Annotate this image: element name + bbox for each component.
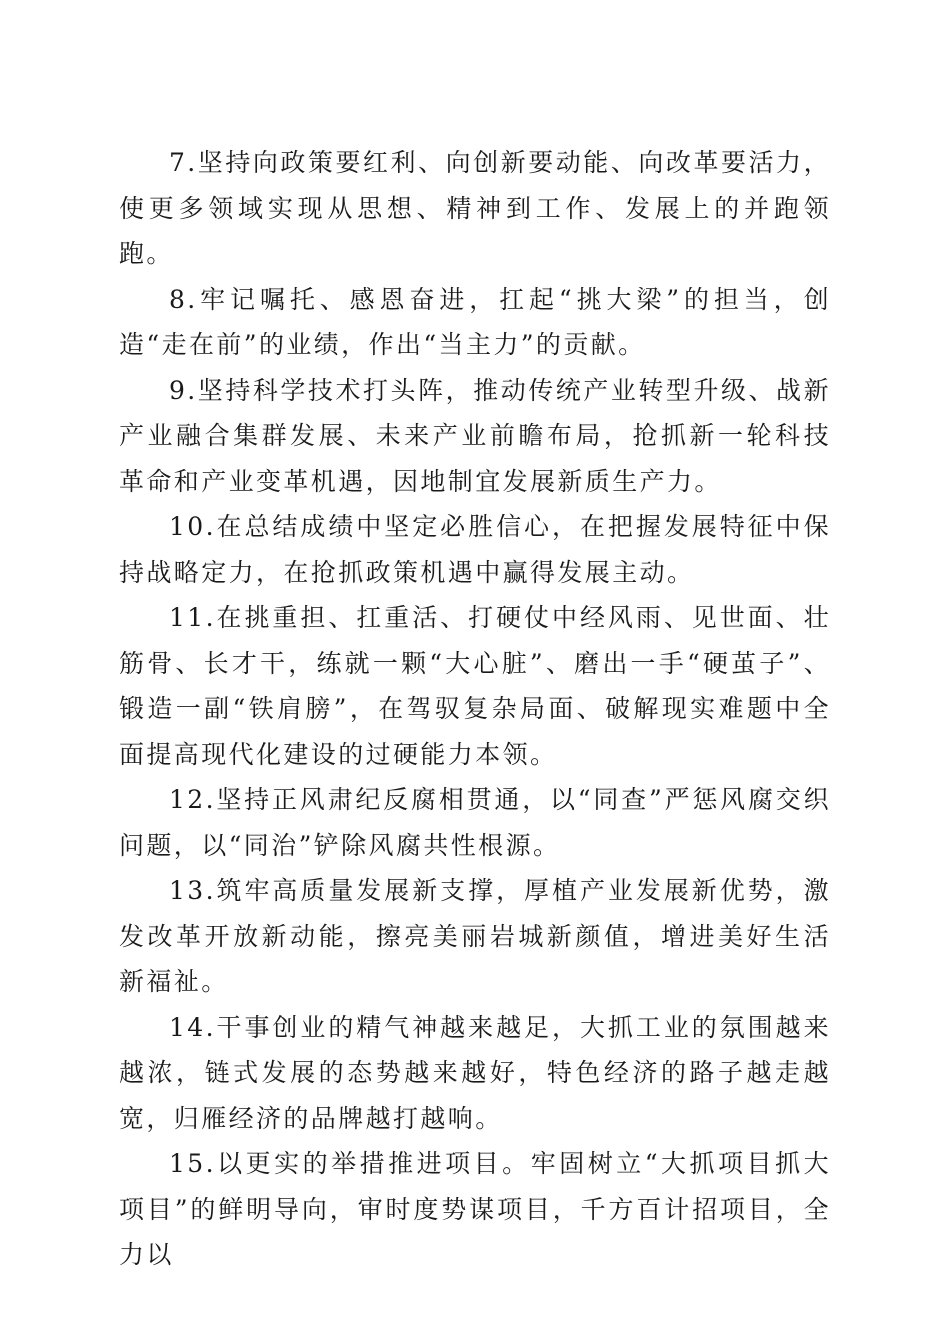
paragraph-7: 7.坚持向政策要红利、向创新要动能、向改革要活力，使更多领域实现从思想、精神到工作、发展上的并跑领跑。 <box>119 148 831 268</box>
paragraph-14: 14.干事创业的精气神越来越足，大抓工业的氛围越来越浓，链式发展的态势越来越好，特色经济的路子越走越宽，归雁经济的品牌越打越响。 <box>119 1012 831 1133</box>
paragraph-15: 15.以更实的举措推进项目。牢固树立“大抓项目抓大项目”的鲜明导向，审时度势谋项目，千方百计招项目，全力以 <box>119 1149 831 1269</box>
paragraph-13: 13.筑牢高质量发展新支撑，厚植产业发展新优势，激发改革开放新动能，擦亮美丽岩城新颜值，增进美好生活新福祉。 <box>119 876 831 996</box>
paragraph-8: 8.牢记嘱托、感恩奋进，扛起“挑大梁”的担当，创造“走在前”的业绩，作出“当主力”的贡献。 <box>119 284 831 359</box>
paragraph-9: 9.坚持科学技术打头阵，推动传统产业转型升级、战新产业融合集群发展、未来产业前瞻布局，抢抓新一轮科技革命和产业变革机遇，因地制宜发展新质生产力。 <box>119 375 831 496</box>
paragraph-11: 11.在挑重担、扛重活、打硬仗中经风雨、见世面、壮筋骨、长才干，练就一颗“大心脏”、磨出一手“硬茧子”、锻造一副“铁肩膀”，在驾驭复杂局面、破解现实难题中全面提高现代化建设的过硬能力本领。 <box>119 603 831 769</box>
paragraph-12: 12.坚持正风肃纪反腐相贯通，以“同查”严惩风腐交织问题，以“同治”铲除风腐共性根源。 <box>119 785 831 860</box>
paragraph-10: 10.在总结成绩中坚定必胜信心，在把握发展特征中保持战略定力，在抢抓政策机遇中赢得发展主动。 <box>119 512 831 587</box>
document-body <box>119 140 831 1278</box>
